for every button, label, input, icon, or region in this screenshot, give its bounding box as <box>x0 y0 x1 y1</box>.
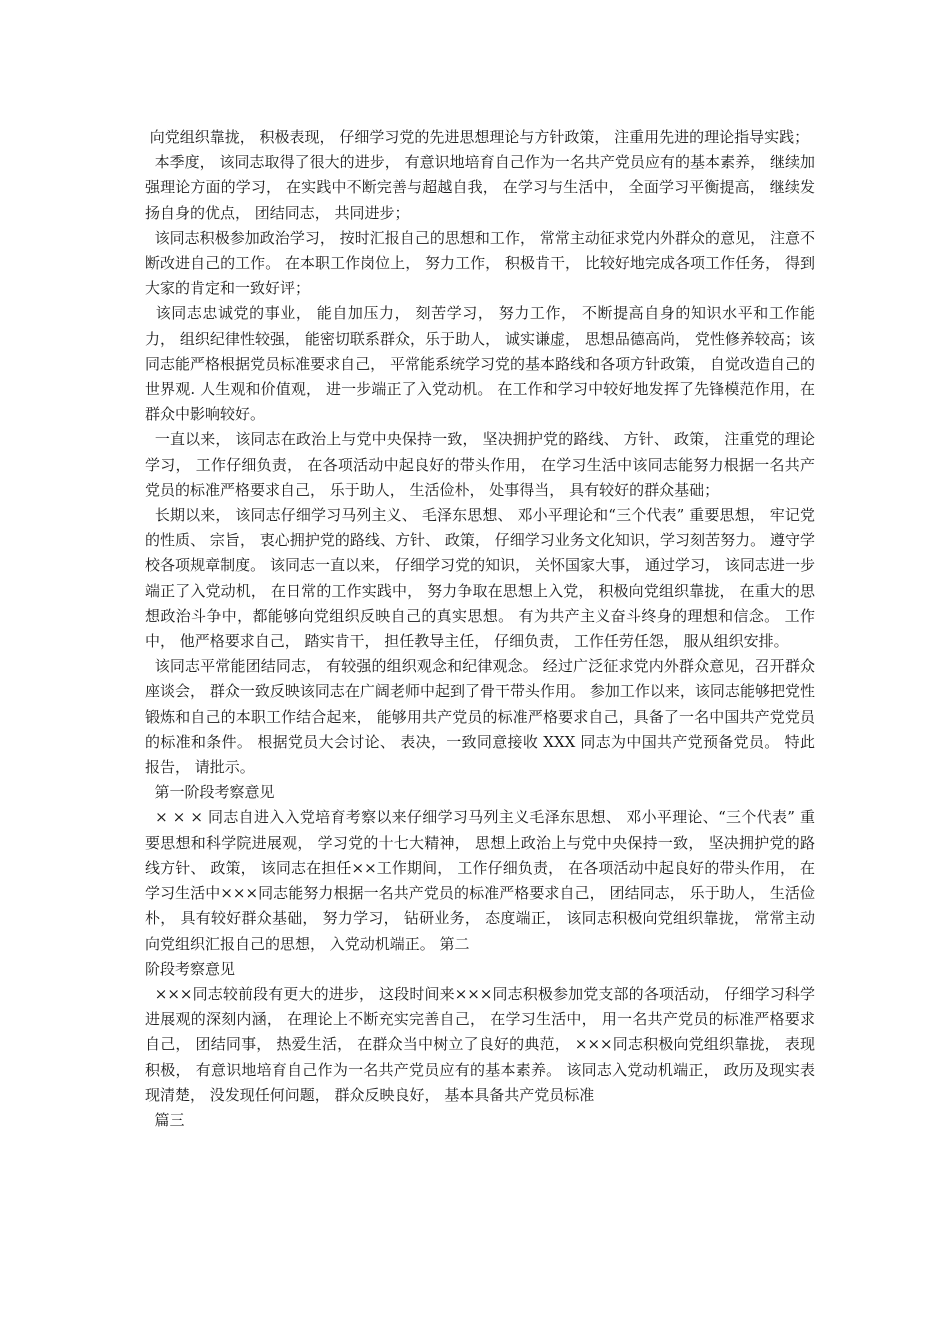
paragraph-first-stage: × × × 同志自进入入党培育考察以来仔细学习马列主义毛泽东思想、 邓小平理论、“三个代表” 重要思想和科学院进展观， 学习党的十七大精神， 思想上政治上与党中央保持一致， 坚决拥护党的路线方针、 政策， 该同志在担任××工作期间， 工作仔细负责， 在各项活动中起良好的带头作用， 在学习生活中×××同志能努力根据一名共产党员的标准严格要求自己， 团结同志， 乐于助人， 生活俭朴， 具有较好群众基础， 努力学习， 钻研业务， 态度端正， 该同志积极向党组织靠拢， 常常主动向党组织汇报自己的思想， 入党动机端正。 第二 <box>145 808 815 953</box>
heading-part-three: 篇三 <box>145 1110 185 1129</box>
paragraph-second-stage: ×××同志较前段有更大的进步， 这段时间来×××同志积极参加党支部的各项活动， 仔细学习科学进展观的深刻内涵， 在理论上不断充实完善自己， 在学习生活中， 用一名共产党员的标准严格要求自己， 团结同事， 热爱生活， 在群众当中树立了良好的典范， ×××同志积极向党组织靠拢， 表现积极， 有意识地培育自己作为一名共产党员应有的基本素养。 该同志入党动机端正， 政历及现实表现清楚， 没发现任何问题， 群众反映良好， 基本具备共产党员标准 <box>145 984 815 1104</box>
paragraph-6: 长期以来， 该同志仔细学习马列主义、 毛泽东思想、 邓小平理论和“三个代表” 重要思想， 牢记党的性质、 宗旨， 衷心拥护党的路线、方针、 政策， 仔细学习业务文化知识，学习刻苦努力。 遵守学校各项规章制度。 该同志一直以来， 仔细学习党的知识， 关怀国家大事， 通过学习， 该同志进一步端正了入党动机， 在日常的工作实践中， 努力争取在思想上入党， 积极向党组织靠拢， 在重大的思想政治斗争中，都能够向党组织反映自己的真实思想。 有为共产主义奋斗终身的理想和信念。 工作中， 他严格要求自己， 踏实肯干， 担任教导主任， 仔细负责， 工作任劳任怨， 服从组织安排。 <box>145 506 815 651</box>
paragraph-3: 该同志积极参加政治学习， 按时汇报自己的思想和工作， 常常主动征求党内外群众的意见， 注意不断改进自己的工作。 在本职工作岗位上， 努力工作， 积极肯干， 比较好地完成各项工作任务， 得到大家的肯定和一致好评； <box>145 228 815 298</box>
document-body <box>145 125 815 1133</box>
heading-second-stage: 阶段考察意见 <box>145 959 236 978</box>
paragraph-7: 该同志平常能团结同志， 有较强的组织观念和纪律观念。 经过广泛征求党内外群众意见，召开群众座谈会， 群众一致反映该同志在广阔老师中起到了骨干带头作用。 参加工作以来，该同志能够把党性锻炼和自己的本职工作结合起来， 能够用共产党员的标准严格要求自己，具备了一名中国共产党党员的标准和条件。 根据党员大会讨论、 表决，一致同意接收 XXX 同志为中国共产党预备党员。 特此报告， 请批示。 <box>145 657 815 777</box>
paragraph-4: 该同志忠诚党的事业， 能自加压力， 刻苦学习， 努力工作， 不断提高自身的知识水平和工作能力， 组织纪律性较强， 能密切联系群众，乐于助人， 诚实谦虚， 思想品德高尚， 党性修养较高；该同志能严格根据党员标准要求自己， 平常能系统学习党的基本路线和各项方针政策， 自觉改造自己的世界观. 人生观和价值观， 进一步端正了入党动机。 在工作和学习中较好地发挥了先锋模范作用，在群众中影响较好。 <box>145 304 815 424</box>
paragraph-1: 向党组织靠拢， 积极表现， 仔细学习党的先进思想理论与方针政策， 注重用先进的理论指导实践； <box>145 128 810 146</box>
paragraph-2: 本季度， 该同志取得了很大的进步， 有意识地培育自己作为一名共产党员应有的基本素养， 继续加强理论方面的学习， 在实践中不断完善与超越自我， 在学习与生活中， 全面学习平衡提高， 继续发扬自身的优点， 团结同志， 共同进步； <box>145 153 815 222</box>
heading-first-stage: 第一阶段考察意见 <box>145 783 275 802</box>
paragraph-5: 一直以来， 该同志在政治上与党中央保持一致， 坚决拥护党的路线、 方针、 政策， 注重党的理论学习， 工作仔细负责， 在各项活动中起良好的带头作用， 在学习生活中该同志能努力根据一名共产党员的标准严格要求自己， 乐于助人， 生活俭朴， 处事得当， 具有较好的群众基础； <box>145 430 815 499</box>
